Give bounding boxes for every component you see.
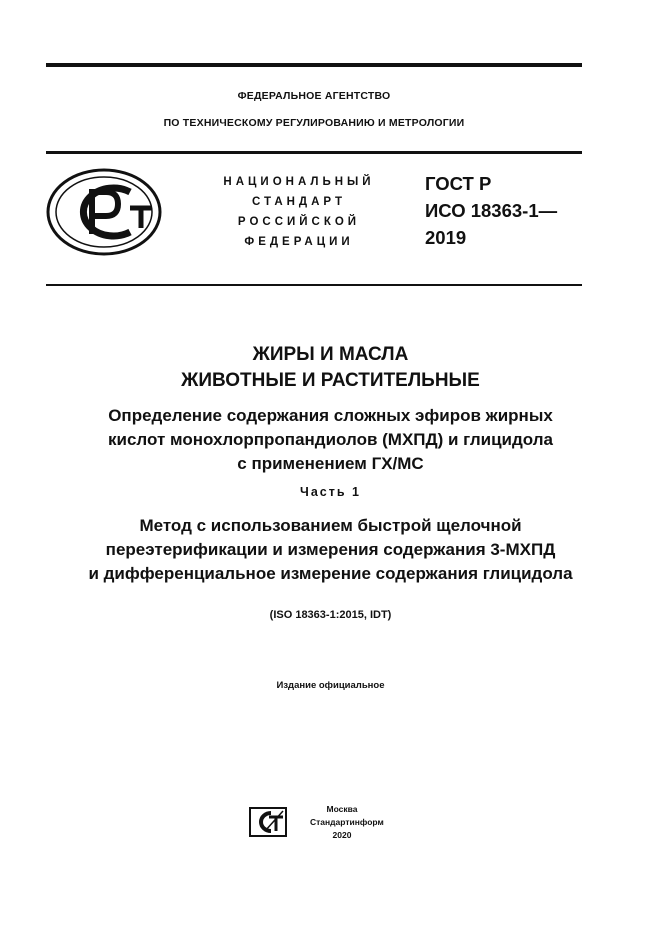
national-standard-label bbox=[208, 172, 390, 252]
block-rule bbox=[46, 284, 582, 286]
subtitle-line-3: с применением ГХ/МС bbox=[237, 454, 424, 473]
publisher-year: 2020 bbox=[332, 830, 352, 840]
national-line-2: СТАНДАРТ bbox=[252, 196, 346, 208]
designation-line-3: 2019 bbox=[425, 227, 467, 248]
publisher-name: Стандартинформ bbox=[310, 817, 384, 827]
edition-label: Издание официальное bbox=[276, 680, 385, 691]
national-line-1: НАЦИОНАЛЬНЫЙ bbox=[223, 176, 375, 188]
method-line-1: Метод с использованием быстрой щелочной bbox=[139, 516, 522, 535]
method-line-3: и дифференциальное измерение содержания глицидола bbox=[88, 564, 573, 583]
method-line-2: переэтерификации и измерения содержания 3-МХПД bbox=[105, 540, 556, 559]
agency-line-1: ФЕДЕРАЛЬНОЕ АГЕНТСТВО bbox=[237, 90, 391, 102]
header-rule bbox=[46, 151, 582, 154]
subtitle-line-2: кислот монохлорпропандиолов (МХПД) и глицидола bbox=[108, 430, 553, 449]
standartinform-logo-icon bbox=[249, 807, 287, 837]
document-title bbox=[0, 342, 661, 394]
designation-line-2: ИСО 18363-1— bbox=[425, 200, 558, 221]
publisher-info bbox=[310, 803, 384, 842]
standard-designation bbox=[425, 170, 557, 251]
title-line-2: ЖИВОТНЫЕ И РАСТИТЕЛЬНЫЕ bbox=[181, 370, 480, 391]
agency-line-2: ПО ТЕХНИЧЕСКОМУ РЕГУЛИРОВАНИЮ И МЕТРОЛОГИИ bbox=[163, 117, 465, 129]
national-line-4: ФЕДЕРАЦИИ bbox=[244, 236, 354, 248]
title-line-1: ЖИРЫ И МАСЛА bbox=[252, 344, 409, 365]
document-subtitle bbox=[0, 404, 661, 476]
method-title bbox=[0, 514, 661, 586]
subtitle-line-1: Определение содержания сложных эфиров жирных bbox=[108, 406, 553, 425]
iso-reference: (ISO 18363-1:2015, IDT) bbox=[269, 609, 392, 621]
publisher-city: Москва bbox=[326, 804, 358, 814]
top-rule bbox=[46, 63, 582, 67]
national-line-3: РОССИЙСКОЙ bbox=[237, 216, 361, 228]
part-label: Часть 1 bbox=[300, 485, 361, 499]
designation-line-1: ГОСТ Р bbox=[425, 173, 492, 194]
rst-certification-mark-icon bbox=[46, 168, 162, 256]
